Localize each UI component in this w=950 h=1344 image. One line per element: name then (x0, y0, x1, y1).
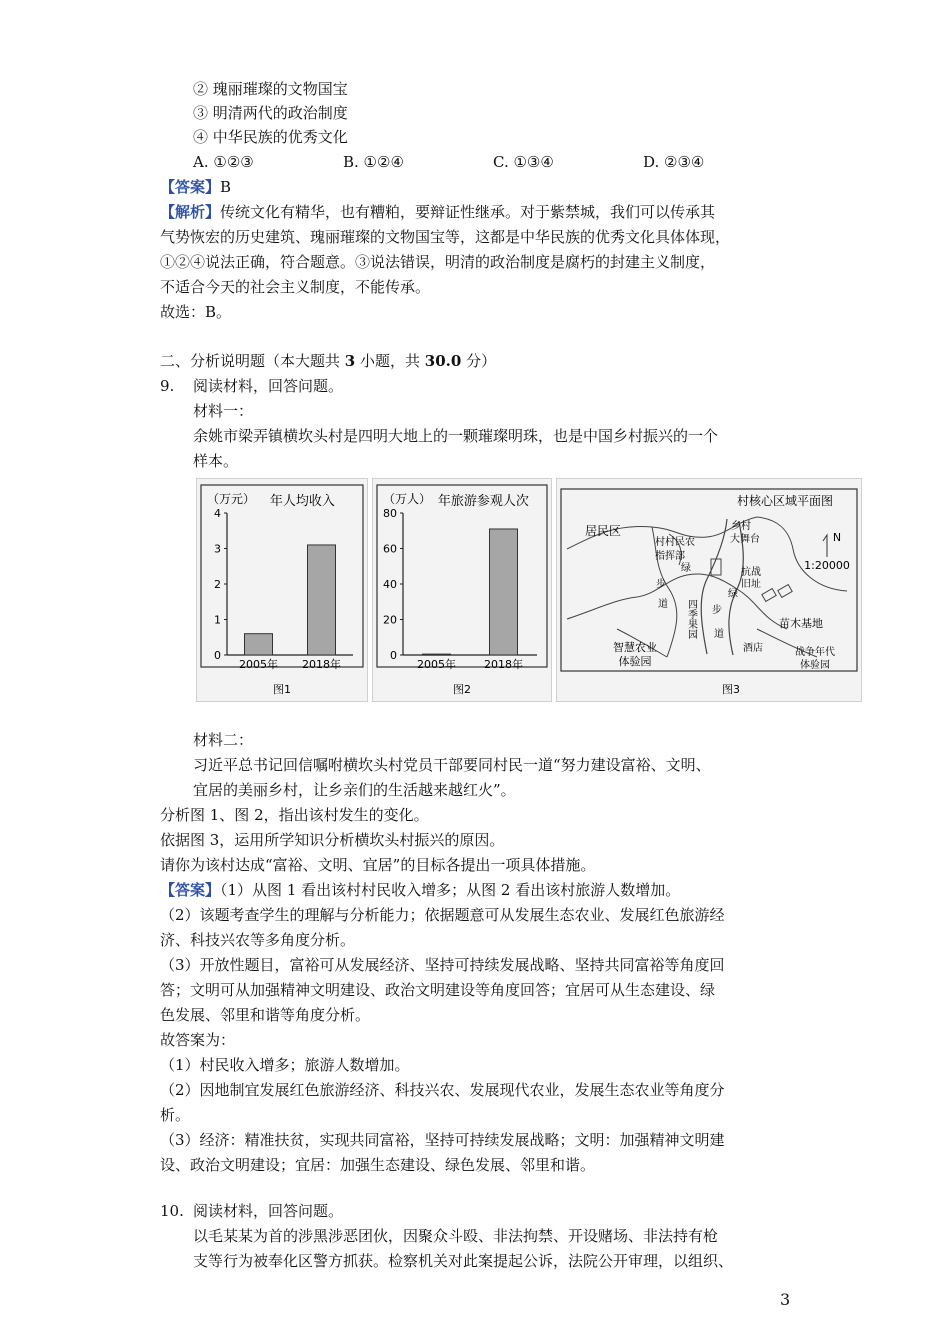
q10-number: 10. (160, 1202, 184, 1220)
q8-analysis-line-5: 故选：B。 (160, 303, 232, 321)
y-tick-label: 3 (214, 542, 221, 556)
chart-unit-label: （万元） (207, 492, 256, 506)
x-tick-label: 2005年 (417, 658, 456, 671)
section-count: 3 (344, 352, 356, 370)
section-suffix: 分） (461, 352, 497, 370)
q8-analysis-line-2: 气势恢宏的历史建筑、瑰丽璀璨的文物国宝等，这都是中华民族的优秀文化具体体现， (160, 228, 731, 246)
q9-material1-label: 材料一： (193, 402, 254, 420)
section-prefix: 二、分析说明题（本大题共 (160, 352, 345, 370)
y-tick-label: 80 (383, 507, 397, 520)
figure-3-map (556, 478, 862, 702)
figure-1 (196, 478, 368, 702)
map-label-site: 旧址 (741, 579, 761, 590)
map-label-residential: 居民区 (584, 524, 622, 538)
section-mid: 小题，共 (355, 352, 425, 370)
q9-answer-line-5: 答；文明可从加强精神文明建设、政治文明建设等角度回答；宜居可从生态建设、绿 (160, 981, 716, 999)
q9-question-2: 依据图 3，运用所学知识分析横坎头村振兴的原因。 (160, 831, 505, 849)
q9-prompt: 阅读材料，回答问题。 (193, 377, 344, 395)
y-tick-label: 0 (214, 649, 221, 662)
scale-label: 1:20000 (804, 559, 850, 572)
q8-answer (160, 176, 231, 198)
q9-answer-line-6: 色发展、邻里和谐等角度分析。 (160, 1006, 371, 1024)
figure-2-chart (373, 479, 551, 701)
map-label-village-hq: 村村民农 (655, 537, 695, 548)
q9-answer-line-1 (160, 879, 680, 901)
map-label-hotel: 酒店 (743, 643, 763, 654)
figure-1-chart (197, 479, 367, 701)
q8-analysis-line-3: ①②④说法正确，符合题意。③说法错误，明清的政治制度是腐朽的封建主义制度， (160, 253, 716, 271)
q8-item-2: ② 瑰丽璀璨的文物国宝 (193, 80, 348, 98)
q9-answer-line-2: （2）该题考查学生的理解与分析能力；依据题意可从发展生态农业、发展红色旅游经 (160, 906, 725, 924)
q8-item-4: ④ 中华民族的优秀文化 (193, 128, 348, 146)
figure-caption: 图1 (273, 683, 291, 696)
q9-question-1: 分析图 1、图 2，指出该村发生的变化。 (160, 806, 429, 824)
q8-item-3: ③ 明清两代的政治制度 (193, 104, 348, 122)
answer-text: （1）从图 1 看出该村村民收入增多；从图 2 看出该村旅游人数增加。 (220, 881, 681, 899)
x-tick-label: 2005年 (239, 658, 278, 671)
y-tick-label: 0 (390, 649, 397, 662)
q9-material1-line-2: 样本。 (193, 452, 239, 470)
x-tick-label: 2018年 (302, 658, 341, 671)
map-label-green-2: 绿 (728, 589, 738, 600)
figure-3-svg (557, 479, 861, 701)
map-building-2 (762, 589, 776, 602)
map-label-nursery: 苗木基地 (779, 617, 823, 630)
bar-2018年 (308, 545, 336, 655)
map-label-stage: 乡村 (731, 521, 751, 532)
map-label-smart-farm-2: 体验园 (618, 655, 652, 668)
q9-final-label: 故答案为： (160, 1031, 236, 1049)
q9-final-line-4: （3）经济：精准扶贫，实现共同富裕，坚持可持续发展战略；文明：加强精神文明建 (160, 1131, 725, 1149)
map-border (561, 489, 857, 671)
q9-final-line-1: （1）村民收入增多；旅游人数增加。 (160, 1056, 410, 1074)
q9-material2-line-1: 习近平总书记回信嘱咐横坎头村党员干部要同村民一道“努力建设富裕、文明、 (193, 756, 711, 774)
figure-3-caption: 图3 (722, 683, 740, 696)
q8-analysis-line-1 (160, 201, 715, 223)
north-label: N (832, 531, 842, 544)
y-tick-label: 40 (383, 578, 397, 591)
q9-material2-line-2: 宜居的美丽乡村，让乡亲们的生活越来越红火”。 (193, 781, 516, 799)
figure-caption: 图2 (453, 683, 471, 696)
q9-answer-line-3: 济、科技兴农等多角度分析。 (160, 931, 356, 949)
answer-value: B (220, 178, 232, 196)
q9-number: 9. (160, 377, 175, 395)
q8-option-c: C. ①③④ (493, 153, 554, 171)
section-score: 30.0 (424, 352, 462, 370)
q9-material1-line-1: 余姚市梁弄镇横坎头村是四明大地上的一颗璀璨明珠，也是中国乡村振兴的一个 (193, 427, 719, 445)
bar-2005年 (245, 634, 273, 655)
section-2-header (160, 350, 496, 372)
q8-analysis-line-4: 不适合今天的社会主义制度，不能传承。 (160, 278, 431, 296)
map-label-command: 指挥部 (655, 551, 685, 562)
map-label-war-era: 战争年代 (795, 647, 835, 658)
figure-2 (372, 478, 552, 702)
answer-tag: 【答案】 (160, 178, 221, 196)
y-tick-label: 4 (214, 507, 221, 520)
map-label-orchard: 四季果园 (685, 599, 697, 639)
north-arrow (823, 535, 827, 557)
y-tick-label: 20 (383, 613, 397, 627)
bar-2018年 (490, 529, 518, 655)
x-tick-label: 2018年 (484, 658, 523, 671)
q8-option-b: B. ①②④ (343, 153, 404, 171)
chart-title: 年人均收入 (269, 494, 335, 509)
map-label-path-2: 道 (714, 629, 724, 640)
q9-answer-line-4: （3）开放性题目，富裕可从发展经济、坚持可持续发展战略、坚持共同富裕等角度回 (160, 956, 725, 974)
map-title: 村核心区域平面图 (736, 494, 834, 508)
y-tick-label: 1 (214, 613, 221, 627)
bar-2005年 (423, 654, 451, 655)
q8-option-a: A. ①②③ (193, 153, 254, 171)
q9-final-line-2: （2）因地制宜发展红色旅游经济、科技兴农、发展现代农业，发展生态农业等角度分 (160, 1081, 725, 1099)
chart-unit-label: （万人） (383, 492, 432, 506)
q9-question-3: 请你为该村达成“富裕、文明、宜居”的目标各提出一项具体措施。 (160, 856, 596, 874)
map-building-3 (778, 585, 792, 598)
map-label-path-1: 道 (658, 599, 668, 610)
q10-line-2: 支等行为被奉化区警方抓获。检察机关对此案提起公诉，法院公开审理，以组织、 (193, 1252, 734, 1270)
analysis-text: 传统文化有精华，也有糟粕，要辩证性继承。对于紫禁城，我们可以传承其 (220, 203, 716, 221)
map-label-smart-farm: 智慧农业 (613, 641, 657, 654)
map-label-green-1: 绿 (681, 563, 691, 574)
q8-option-d: D. ②③④ (643, 153, 705, 171)
map-river (757, 517, 847, 591)
map-label-anti-war: 抗战 (741, 567, 761, 578)
q9-final-line-5: 设、政治文明建设；宜居：加强生态建设、绿色发展、邻里和谐。 (160, 1156, 596, 1174)
answer-tag: 【答案】 (160, 881, 221, 899)
map-label-walk-2: 步 (712, 605, 722, 616)
map-label-walk-1: 步 (656, 579, 666, 590)
q9-final-line-3: 析。 (160, 1106, 191, 1124)
page-number: 3 (780, 1290, 791, 1309)
map-label-war-era-2: 体验园 (800, 660, 830, 671)
analysis-tag: 【解析】 (160, 203, 221, 221)
y-tick-label: 60 (383, 542, 397, 556)
q10-prompt: 阅读材料，回答问题。 (193, 1202, 344, 1220)
map-label-stage-2: 大舞台 (730, 534, 760, 545)
y-tick-label: 2 (214, 578, 221, 591)
q10-line-1: 以毛某某为首的涉黑涉恶团伙，因聚众斗殴、非法拘禁、开设赌场、非法持有枪 (193, 1227, 719, 1245)
chart-title: 年旅游参观人次 (437, 494, 529, 509)
chart-frame (201, 485, 363, 667)
q9-material2-label: 材料二： (193, 731, 254, 749)
